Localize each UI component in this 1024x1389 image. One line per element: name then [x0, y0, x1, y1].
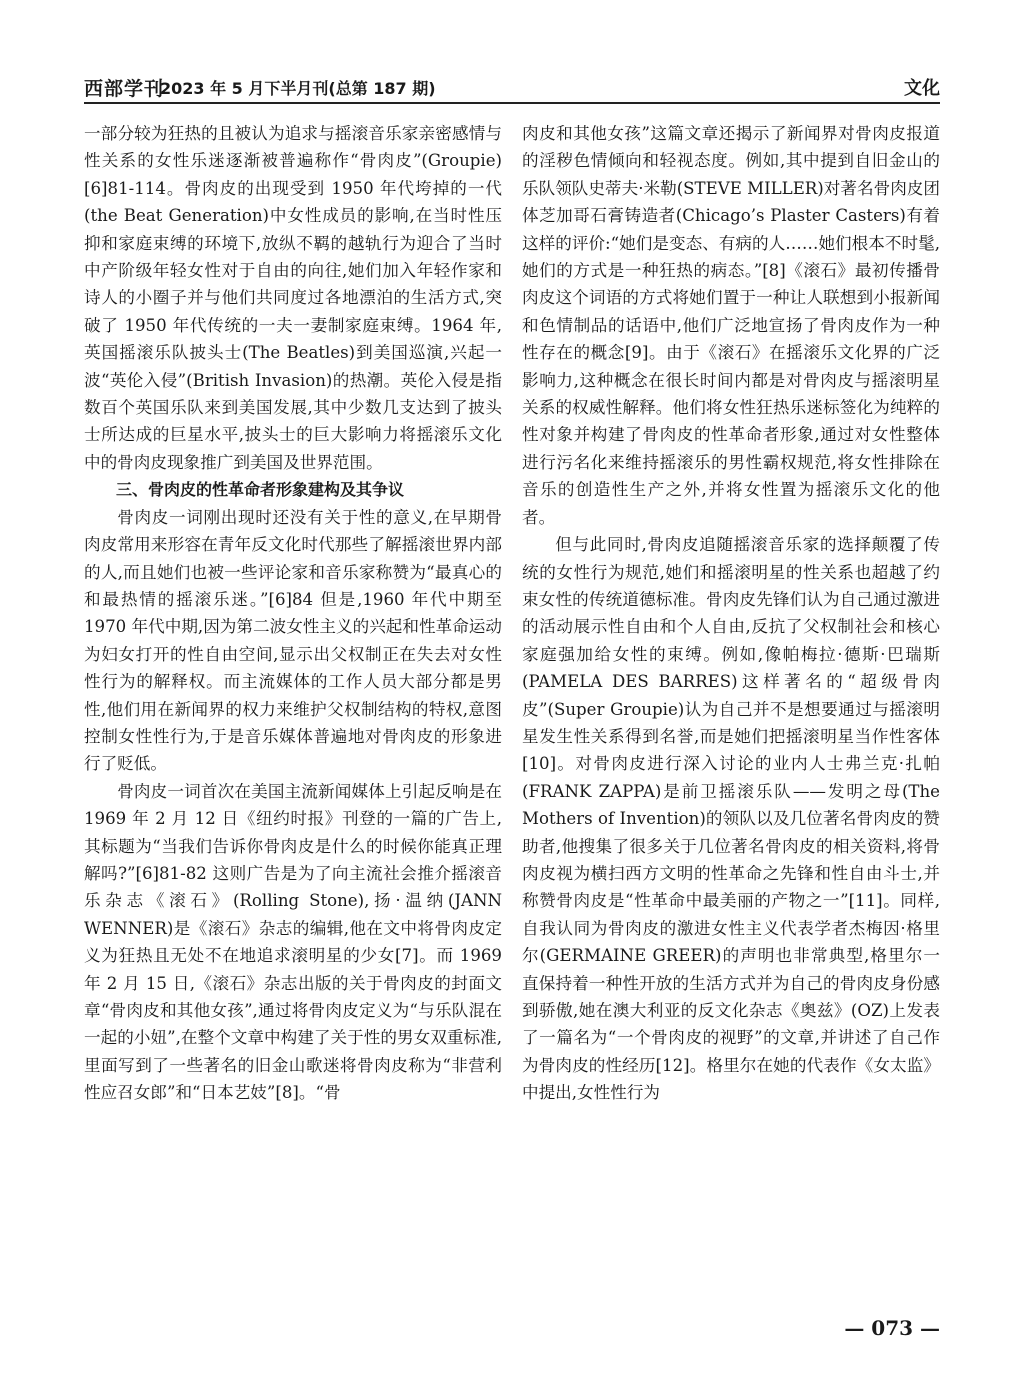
page-number: — 073 — [844, 1316, 940, 1340]
running-header [84, 72, 940, 104]
journal-name: 西部学刊 [84, 78, 165, 100]
paragraph-continued: 一部分较为狂热的且被认为追求与摇滚音乐家亲密感情与性关系的女性乐迷逐渐被普遍称作“骨肉皮”(Groupie)[6]81-114。骨肉皮的出现受到 1950 年代垮掉的一代(the Beat Generation)中女性成员的影响,在当时性压抑和家庭束缚的环境下,放纵不羁的越轨行为迎合了当时中产阶级年轻女性对于自由的向往,她们加入年轻作家和诗人的小圈子并与他们共同度过各地漂泊的生活方式,突破了 1950 年代传统的一夫一妻制家庭束缚。1964 年,英国摇滚乐队披头士(The Beatles)到美国巡演,兴起一波“英伦入侵”(British Invasion)的热潮。英伦入侵是指数百个英国乐队来到美国发展,其中少数几支达到了披头士所达成的巨星水平,披头士的巨大影响力将摇滚乐文化中的骨肉皮现象推广到美国及世界范围。 [84, 124, 502, 472]
paragraph: 骨肉皮一词首次在美国主流新闻媒体上引起反响是在 1969 年 2 月 12 日《纽约时报》刊登的一篇的广告上,其标题为“当我们告诉你骨肉皮是什么的时候你能真正理解吗?”[6]81-82 这则广告是为了向主流社会推介摇滚音乐杂志《滚石》(Rolling Stone),扬·温纳(JANN WENNER)是《滚石》杂志的编辑,他在文中将骨肉皮定义为狂热且无处不在地追求滚明星的少女[7]。而 1969 年 2 月 15 日,《滚石》杂志出版的关于骨肉皮的封面文章“骨肉皮和其他女孩”,通过将骨肉皮定义为“与乐队混在一起的小妞”,在整个文章中构建了关于性的男女双重标准,里面写到了一些著名的旧金山歌迷将骨肉皮称为“非营利性应召女郎”和“日本艺妓”[8]。“骨 [84, 781, 502, 1103]
right-column [522, 120, 940, 1107]
section-label: 文化 [904, 78, 940, 99]
issue-info: 2023 年 5 月下半月刊(总第 187 期) [160, 79, 436, 98]
paragraph: 骨肉皮一词刚出现时还没有关于性的意义,在早期骨肉皮常用来形容在青年反文化时代那些了解摇滚世界内部的人,而且她们也被一些评论家和音乐家称赞为“最真心的和最热情的摇滚乐迷。”[6]84 但是,1960 年代中期至 1970 年代中期,因为第二波女性主义的兴起和性革命运动为妇女打开的性自由空间,显示出父权制正在失去对女性性行为的解释权。而主流媒体的工作人员大部分都是男性,他们用在新闻界的权力来维护父权制结构的特权,意图控制女性性行为,于是音乐媒体普遍地对骨肉皮的形象进行了贬低。 [84, 507, 502, 774]
paragraph-continued: 肉皮和其他女孩”这篇文章还揭示了新闻界对骨肉皮报道的淫秽色情倾向和轻视态度。例如,其中提到自旧金山的乐队领队史蒂夫·米勒(STEVE MILLER)对著名骨肉皮团体芝加哥石膏铸造者(Chicago’s Plaster Casters)有着这样的评价:“她们是变态、有病的人……她们根本不时髦,她们的方式是一种狂热的病态。”[8]《滚石》最初传播骨肉皮这个词语的方式将她们置于一种让人联想到小报新闻和色情制品的话语中,他们广泛地宣扬了骨肉皮作为一种性存在的概念[9]。由于《滚石》在摇滚乐文化界的广泛影响力,这种概念在很长时间内都是对骨肉皮与摇滚明星关系的权威性解释。他们将女性狂热乐迷标签化为纯粹的性对象并构建了骨肉皮的性革命者形象,通过对女性整体进行污名化来维持摇滚乐的男性霸权规范,将女性排除在音乐的创造性生产之外,并将女性置为摇滚乐文化的他者。 [522, 124, 940, 527]
section-heading: 三、骨肉皮的性革命者形象建构及其争议 [116, 480, 405, 500]
paragraph: 但与此同时,骨肉皮追随摇滚音乐家的选择颠覆了传统的女性行为规范,她们和摇滚明星的性关系也超越了约束女性的传统道德标准。骨肉皮先锋们认为自己通过激进的活动展示性自由和个人自由,反抗了父权制社会和核心家庭强加给女性的束缚。例如,像帕梅拉·德斯·巴瑞斯(PAMELA DES BARRES)这样著名的“超级骨肉皮”(Super Groupie)认为自己并不是想要通过与摇滚明星发生性关系得到名誉,而是她们把摇滚明星当作性客体[10]。对骨肉皮进行深入讨论的业内人士弗兰克·扎帕(FRANK ZAPPA)是前卫摇滚乐队——发明之母(The Mothers of Invention)的领队以及几位著名骨肉皮的赞助者,他搜集了很多关于几位著名骨肉皮的相关资料,将骨肉皮视为横扫西方文明的性革命之先锋和性自由斗士,并称赞骨肉皮是“性革命中最美丽的产物之一”[11]。同样,自我认同为骨肉皮的激进女性主义代表学者杰梅因·格里尔(GERMAINE GREER)的声明也非常典型,格里尔一直保持着一种性开放的生活方式并为自己的骨肉皮身份感到骄傲,她在澳大利亚的反文化杂志《奥兹》(OZ)上发表了一篇名为“一个骨肉皮的视野”的文章,并讲述了自己作为骨肉皮的性经历[12]。格里尔在她的代表作《女太监》中提出,女性性行为 [522, 535, 940, 1103]
left-column [84, 120, 502, 1107]
